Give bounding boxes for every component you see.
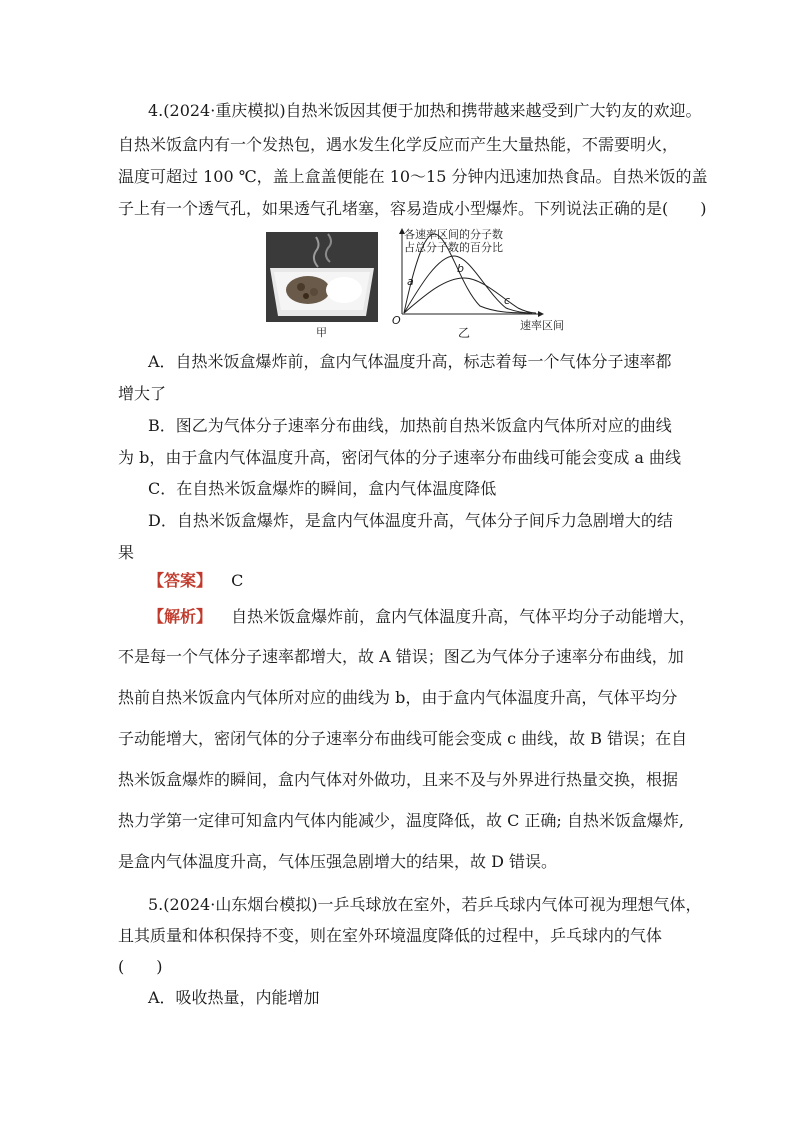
option-b-line-1: B．图乙为气体分子速率分布曲线，加热前自热米饭盒内气体所对应的曲线 [148, 416, 672, 435]
graph-ylabel-2: 占总分子数的百分比 [404, 241, 503, 254]
analysis-line-2: 不是每一个气体分子速率都增大，故 A 错误；图乙为气体分子速率分布曲线，加 [118, 647, 684, 666]
analysis-line-6: 热力学第一定律可知盒内气体内能减少，温度降低，故 C 正确; 自热米饭盒爆炸, [118, 811, 684, 830]
option-d-line-1: D．自热米饭盒爆炸，是盒内气体温度升高，气体分子间斥力急剧增大的结 [148, 511, 673, 530]
curve-c-path [404, 278, 536, 313]
rice-box-illustration [266, 232, 378, 322]
q4-line-3: 温度可超过 100 ℃，盖上盒盖便能在 10～15 分钟内迅速加热食品。自热米饭的盖 [118, 167, 708, 186]
graph-xlabel: 速率区间 [520, 319, 564, 332]
curve-a-label: a [407, 275, 414, 288]
analysis-line-3: 热前自热米饭盒内气体所对应的曲线为 b，由于盒内气体温度升高，气体平均分 [118, 688, 678, 707]
figure-right-label: 乙 [458, 326, 471, 340]
option-a-line-2: 增大了 [118, 384, 167, 403]
q5-option-a: A．吸收热量，内能增加 [148, 988, 320, 1007]
q5-line-3: ( ) [118, 957, 163, 976]
q4-line-1: 4.(2024·重庆模拟)自热米饭因其便于加热和携带越来越受到广大钓友的欢迎。 [148, 101, 702, 120]
graph-origin: O [392, 314, 401, 327]
answer-value: C [231, 571, 244, 590]
figure-photo [266, 232, 378, 322]
curve-c-label: c [504, 294, 511, 307]
option-c: C．在自热米饭盒爆炸的瞬间，盒内气体温度降低 [148, 479, 497, 498]
analysis-line-5: 热米饭盒爆炸的瞬间，盒内气体对外做功，且来不及与外界进行热量交换，根据 [118, 770, 679, 789]
figure-left-label: 甲 [316, 326, 327, 339]
answer-tag: 【答案】 [148, 571, 213, 590]
option-b-line-2: 为 b，由于盒内气体温度升高，密闭气体的分子速率分布曲线可能会变成 a 曲线 [118, 448, 682, 467]
q5-line-1: 5.(2024·山东烟台模拟)一乒乓球放在室外，若乒乓球内气体可视为理想气体， [148, 895, 702, 914]
answer-row [148, 571, 243, 591]
analysis-line-7: 是盒内气体温度升高，气体压强急剧增大的结果，故 D 错误。 [118, 852, 558, 871]
analysis-line-1 [148, 607, 695, 627]
option-a-line-1: A．自热米饭盒爆炸前，盒内气体温度升高，标志着每一个气体分子速率都 [148, 352, 672, 371]
analysis-text-1: 自热米饭盒爆炸前，盒内气体温度升高，气体平均分子动能增大， [231, 607, 696, 626]
curve-b-label: b [457, 262, 464, 275]
graph-ylabel-1: 各速率区间的分子数 [404, 228, 503, 241]
q5-line-2: 且其质量和体积保持不变，则在室外环境温度降低的过程中，乒乓球内的气体 [118, 926, 663, 945]
analysis-line-4: 子动能增大，密闭气体的分子速率分布曲线可能会变成 c 曲线，故 B 错误；在自 [118, 729, 688, 748]
q4-line-2: 自热米饭盒内有一个发热包，遇水发生化学反应而产生大量热能，不需要明火， [118, 135, 679, 154]
option-d-line-2: 果 [118, 543, 135, 562]
speed-distribution-graph [390, 226, 570, 336]
q4-line-4: 子上有一个透气孔，如果透气孔堵塞，容易造成小型爆炸。下列说法正确的是( ) [118, 199, 707, 218]
analysis-tag: 【解析】 [148, 607, 213, 626]
